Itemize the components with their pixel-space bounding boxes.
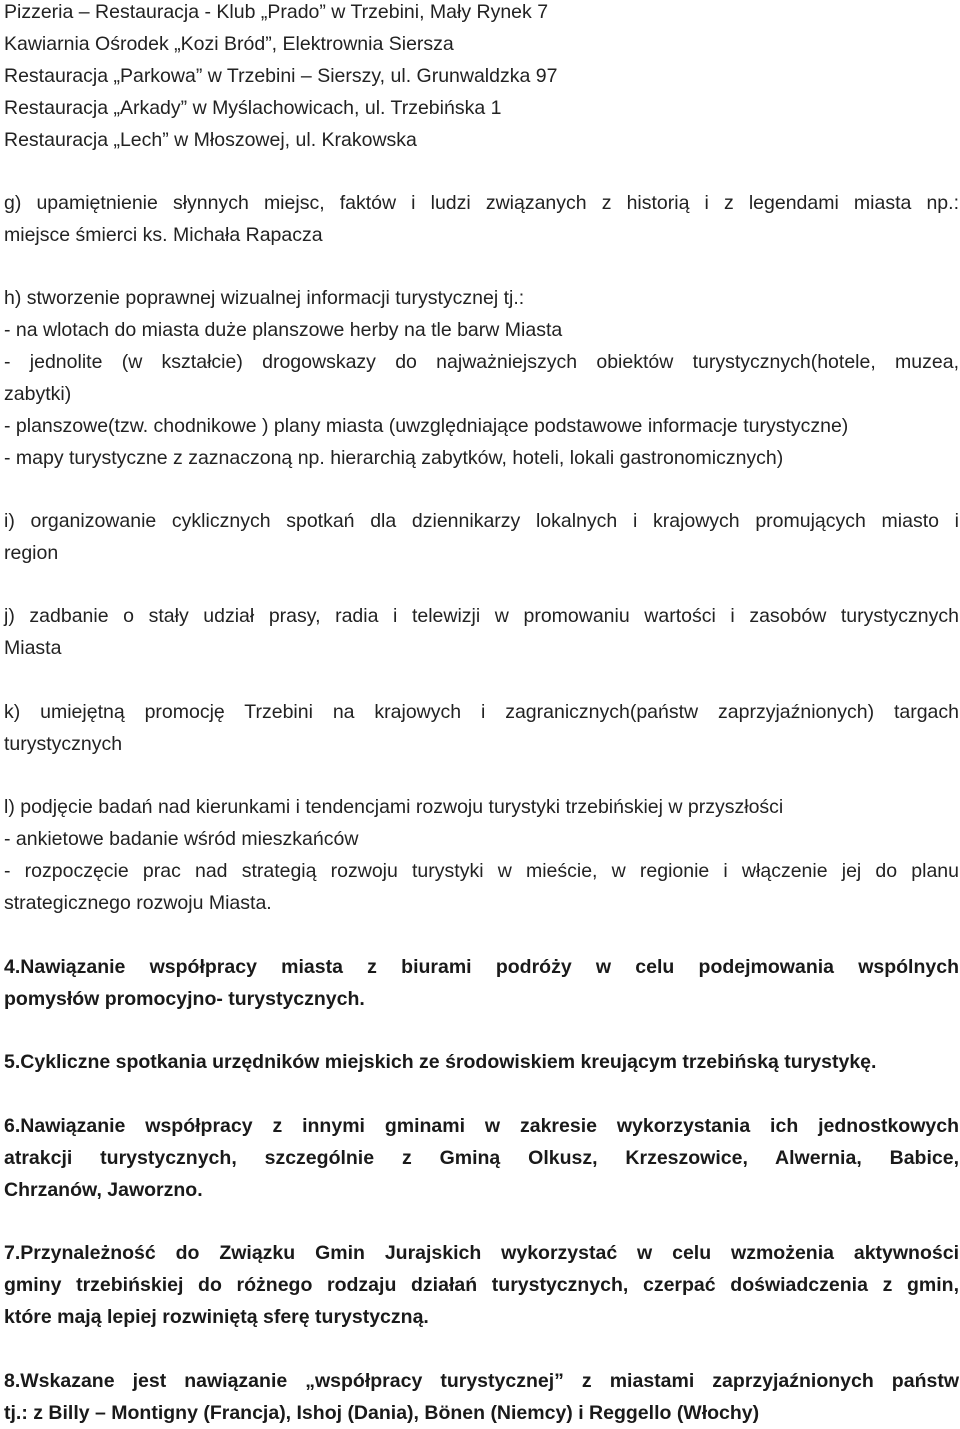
paragraph-l-line: l) podjęcie badań nad kierunkami i tendencjami rozwoju turystyki trzebińskiej w przyszłości [4, 796, 784, 818]
section-7-line: gminy trzebińskiej do różnego rodzaju działań turystycznych, czerpać doświadczenia z gmin, [4, 1274, 959, 1296]
section-6-line: Chrzanów, Jaworzno. [4, 1179, 203, 1201]
paragraph-l-line: - rozpoczęcie prac nad strategią rozwoju turystyki w mieście, w regionie i włączenie jej do planu [4, 860, 959, 882]
section-4-line: 4.Nawiązanie współpracy miasta z biurami podróży w celu podejmowania wspólnych [4, 956, 959, 978]
paragraph-j-line: j) zadbanie o stały udział prasy, radia i telewizji w promowaniu wartości i zasobów turystycznych [4, 605, 959, 627]
paragraph-h-line: zabytki) [4, 383, 72, 405]
venue-line: Restauracja „Lech” w Młoszowej, ul. Krakowska [4, 129, 417, 151]
section-8-line: 8.Wskazane jest nawiązanie „współpracy turystycznej” z miastami zaprzyjaźnionych państw [4, 1370, 959, 1392]
paragraph-h-line: - na wlotach do miasta duże planszowe herby na tle barw Miasta [4, 319, 563, 341]
paragraph-l-line: - ankietowe badanie wśród mieszkańców [4, 828, 359, 850]
paragraph-i-line: region [4, 542, 59, 564]
venue-line: Restauracja „Parkowa” w Trzebini – Sierszy, ul. Grunwaldzka 97 [4, 65, 558, 87]
venue-line: Pizzeria – Restauracja - Klub „Prado” w Trzebini, Mały Rynek 7 [4, 1, 549, 23]
section-7-line: 7.Przynależność do Związku Gmin Jurajskich wykorzystać w celu wzmożenia aktywności [4, 1242, 959, 1264]
section-8-line: tj.: z Billy – Montigny (Francja), Ishoj (Dania), Bönen (Niemcy) i Reggello (Włochy) [4, 1402, 760, 1424]
paragraph-g-line: miejsce śmierci ks. Michała Rapacza [4, 224, 323, 246]
paragraph-k-line: k) umiejętną promocję Trzebini na krajowych i zagranicznych(państw zaprzyjaźnionych) targach [4, 701, 959, 723]
venue-line: Kawiarnia Ośrodek „Kozi Bród”, Elektrownia Siersza [4, 33, 454, 55]
paragraph-h-line: - jednolite (w kształcie) drogowskazy do najważniejszych obiektów turystycznych(hotele, muzea, [4, 351, 959, 373]
section-6-line: 6.Nawiązanie współpracy z innymi gminami w zakresie wykorzystania ich jednostkowych [4, 1115, 959, 1137]
paragraph-j-line: Miasta [4, 637, 62, 659]
paragraph-h-line: h) stworzenie poprawnej wizualnej informacji turystycznej tj.: [4, 287, 525, 309]
venue-line: Restauracja „Arkady” w Myślachowicach, ul. Trzebińska 1 [4, 97, 502, 119]
paragraph-h-line: - planszowe(tzw. chodnikowe ) plany miasta (uwzględniające podstawowe informacje turystyczne) [4, 415, 849, 437]
section-6-line: atrakcji turystycznych, szczególnie z Gminą Olkusz, Krzeszowice, Alwernia, Babice, [4, 1147, 959, 1169]
paragraph-l-line: strategicznego rozwoju Miasta. [4, 892, 272, 914]
paragraph-i-line: i) organizowanie cyklicznych spotkań dla dziennikarzy lokalnych i krajowych promujących miasto i [4, 510, 959, 532]
paragraph-k-line: turystycznych [4, 733, 123, 755]
paragraph-h-line: - mapy turystyczne z zaznaczoną np. hierarchią zabytków, hoteli, lokali gastronomicznych) [4, 447, 784, 469]
section-5-line: 5.Cykliczne spotkania urzędników miejskich ze środowiskiem kreującym trzebińską turystykę. [4, 1051, 877, 1073]
paragraph-g-line: g) upamiętnienie słynnych miejsc, faktów i ludzi związanych z historią i z legendami miasta np.: [4, 192, 959, 214]
section-4-line: pomysłów promocyjno- turystycznych. [4, 988, 365, 1010]
section-7-line: które mają lepiej rozwiniętą sferę turystyczną. [4, 1306, 429, 1328]
